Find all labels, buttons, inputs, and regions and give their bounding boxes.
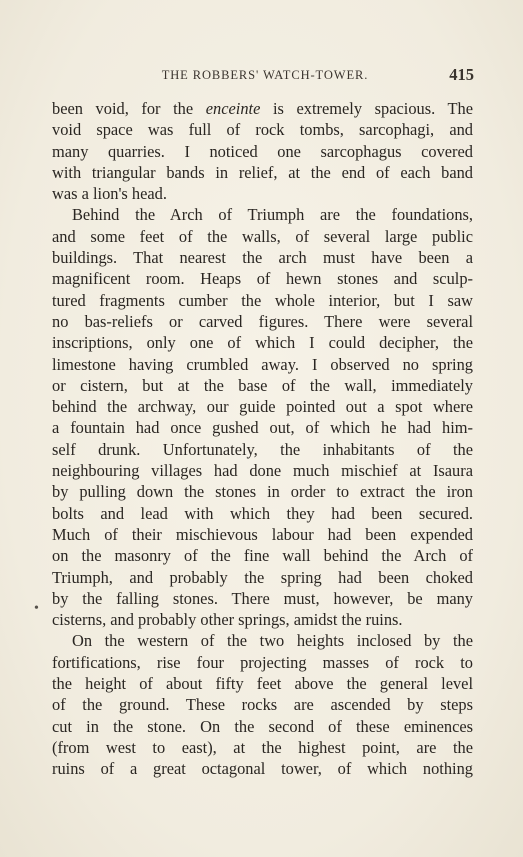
text-line: and some feet of the walls, of several large public: [52, 226, 473, 246]
text-line: tured fragments cumber the whole interior, but I saw: [52, 290, 473, 310]
text-line: been void, for the enceinte is extremely spacious. The: [52, 99, 473, 118]
body-text: [52, 98, 473, 780]
text-line: of the ground. These rocks are ascended by steps: [52, 695, 473, 715]
text-line: by pulling down the stones in order to extract the iron: [52, 482, 473, 502]
text-line: by the falling stones. There must, however, be many: [52, 588, 473, 608]
text-line: magnificent room. Heaps of hewn stones and sculp-: [52, 269, 473, 289]
text-line: fortifications, rise four projecting masses of rock to: [52, 652, 473, 672]
text-line: with triangular bands in relief, at the end of each band: [52, 162, 473, 182]
text-line: Triumph, and probably the spring had been choked: [52, 567, 473, 587]
text-line: behind the archway, our guide pointed out a spot where: [52, 397, 473, 417]
text-line: inscriptions, only one of which I could decipher, the: [52, 333, 473, 353]
text-line: limestone having crumbled away. I observed no spring: [52, 354, 473, 374]
text-line: Behind the Arch of Triumph are the foundations,: [72, 205, 473, 225]
text-line: ruins of a great octagonal tower, of which nothing: [52, 759, 473, 779]
text-line: Much of their mischievous labour had been expended: [52, 524, 473, 544]
margin-mark: •: [34, 601, 39, 616]
text-line: a fountain had once gushed out, of which he had him-: [52, 418, 473, 438]
text-line: void space was full of rock tombs, sarcophagi, and: [52, 120, 473, 140]
text-line: was a lion's head.: [52, 184, 167, 204]
text-line: the height of about fifty feet above the general level: [52, 674, 473, 694]
text-line: many quarries. I noticed one sarcophagus covered: [52, 141, 473, 161]
text-line: buildings. That nearest the arch must have been a: [52, 248, 473, 268]
text-line: bolts and lead with which they had been secured.: [52, 503, 473, 523]
text-line: cut in the stone. On the second of these eminences: [52, 716, 473, 736]
running-head: [52, 66, 478, 86]
running-title: THE ROBBERS' WATCH-TOWER.: [161, 68, 369, 82]
text-line: (from west to east), at the highest point, are the: [52, 737, 473, 757]
text-line: on the masonry of the fine wall behind the Arch of: [52, 546, 473, 566]
text-line: self drunk. Unfortunately, the inhabitants of the: [52, 439, 473, 459]
page-number: 415: [449, 65, 474, 84]
text-line: cisterns, and probably other springs, amidst the ruins.: [52, 610, 403, 630]
text-line: or cistern, but at the base of the wall, immediately: [52, 375, 473, 395]
text-line: On the western of the two heights inclosed by the: [72, 631, 473, 651]
text-line: no bas-reliefs or carved figures. There were several: [52, 311, 473, 331]
italic-term: enceinte: [205, 99, 261, 118]
text-line: neighbouring villages had done much mischief at Isaura: [52, 461, 473, 481]
